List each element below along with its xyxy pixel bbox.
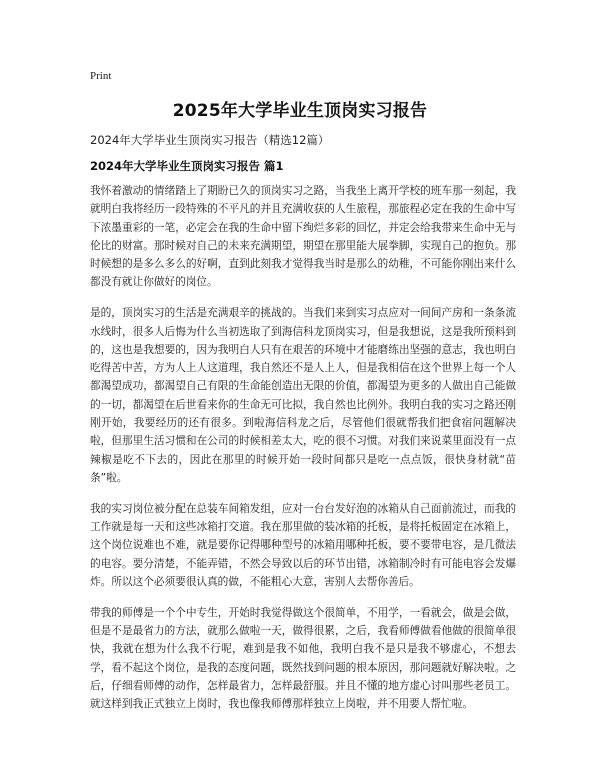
paragraph: 我怀着激动的情绪踏上了期盼已久的顶岗实习之路，当我坐上离开学校的班车那一刻起，我就明白我将经历一段特殊的不平凡的并且充满收获的人生旅程，那旅程必定在我的生命中写下浓墨重彩的一笔，必定会在我的生命中留下绚烂多彩的回忆，并定会给我带来生命中无与伦比的财富。那时候对自己的未来充满期望，期望在那里能大展拳脚，实现自己的抱负。那时候想的是多么多么的好啊，直到此刻我才觉得我当时是那么的幼稚，不可能你刚出来什么都没有就让你做好的岗位。 bbox=[90, 184, 516, 289]
paragraph: 带我的师傅是一个个中专生，开始时我觉得做这个很简单，不用学，一看就会，做是会做，但是不是最省力的方法，就那么做啦一天，做得很累，之后，我看师傅做看他做的很简单很快，我就在想为什么我不行呢，难到是我不如他，我明白我不是只是我不够虚心，不想去学，看不起这个岗位，是我的态度问题，既然找到问题的根本原因，那问题就好解决啦。之后，仔细看师傅的动作，怎样最省力，怎样最舒服。并且不懂的地方虚心讨叫那些老员工。就这样到我正式独立上岗时，我也像我师傅那样独立上岗啦，并不用要人帮忙啦。 bbox=[90, 605, 516, 711]
section-heading: 2024年大学毕业生顶岗实习报告 篇1 bbox=[90, 159, 284, 173]
paragraph: 我的实习岗位被分配在总装车间箱发组，应对一台台发好泡的冰箱从自己面前流过，而我的工作就是每一天和这些冰箱打交道。我在那里做的装冰箱的托板，是将托板固定在冰箱上，这个岗位说难也不难，就是要你记得哪种型号的冰箱用哪种托板，要不要带电容，是几微法的电容。要分清楚，不能弄错，不然会导致以后的环节出错，冰箱制冷时有可能电容会发爆炸。所以这个必须要很认真的做，不能粗心大意，害别人去帮你善后。 bbox=[90, 501, 516, 588]
document-subtitle: 2024年大学毕业生顶岗实习报告（精选12篇） bbox=[90, 133, 330, 147]
print-link[interactable]: Print bbox=[90, 70, 112, 82]
paragraph: 是的，顶岗实习的生活是充满艰辛的挑战的。当我们来到实习点应对一间间产房和一条条流水线时，很多人后悔为什么当初选取了到海信科龙顶岗实习，但是我想说，这是我所预料到的，这也是我想要的，因为我明白人只有在艰苦的环境中才能磨练出坚强的意志，我也明白吃得苦中苦，方为人上人这道理，我自然还不是人上人，但是我相信在这个世界上每一个人都渴望成功，都渴望自己有限的生命能创造出无限的价值，都渴望为更多的人做出自己能做的一切，都渴望在后世看来你的生命无可比拟，我自然也比例外。我明白我的实习之路还刚刚开始，我要经历的还有很多。到啦海信科龙之后，尽管他们很就帮我们把食宿问题解决啦，但那里生活习惯和在公司的时候相差太大，吃的很不习惯。对我们来说菜里面没有一点辣椒是吃不下去的，因此在那里的时候开始一段时间都只是吃一点点饭，很快身材就“苗条”啦。 bbox=[90, 306, 516, 484]
article-body bbox=[90, 182, 516, 726]
page-title: 2025年大学毕业生顶岗实习报告 bbox=[172, 101, 428, 121]
